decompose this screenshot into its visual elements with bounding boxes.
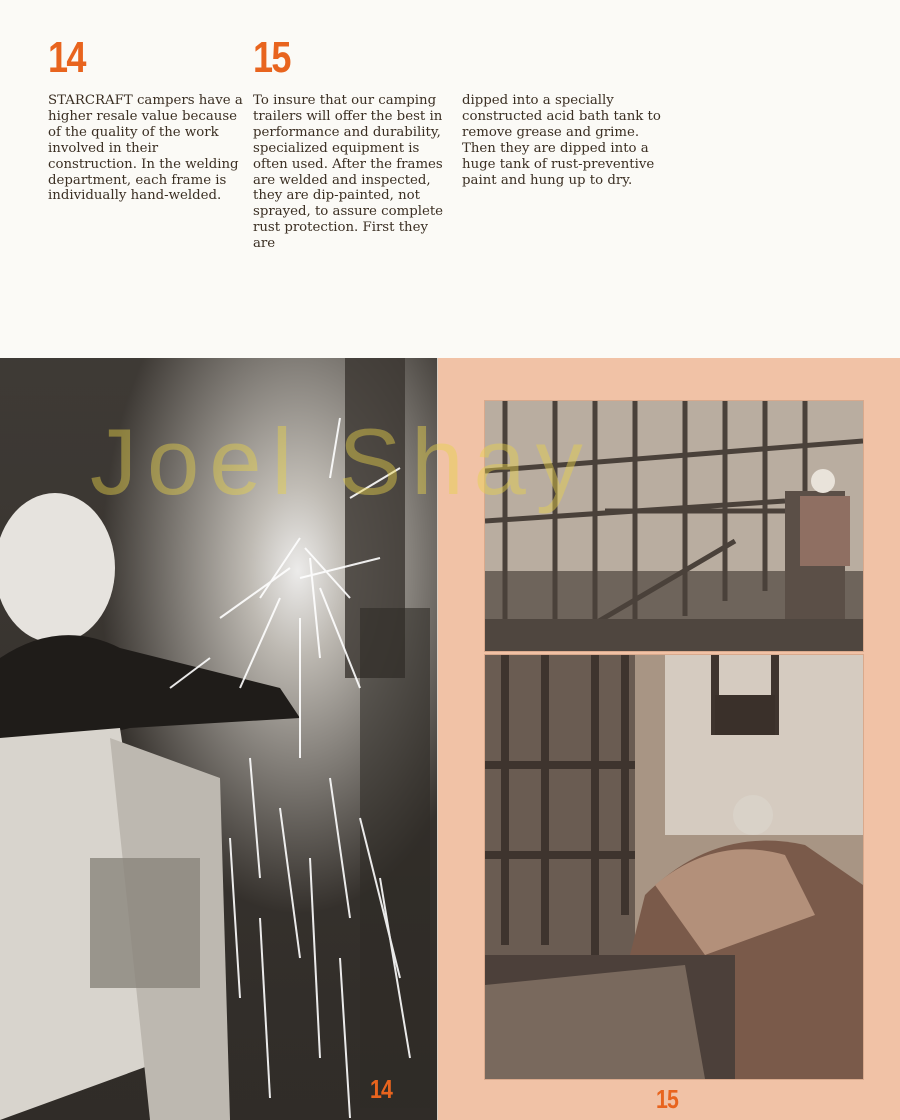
- section-number-15: 15: [253, 33, 290, 82]
- watermark-text: Joel Shay: [90, 409, 593, 514]
- body-text-column-1: STARCRAFT campers have a higher resale value because of the quality of the work involved in their construction. In the welding department, each frame is individually hand-welded.: [48, 93, 243, 204]
- body-text-column-2: To insure that our camping trailers will offer the best in performance and durability, specialized equipment is often used. After the frames are welded and inspected, they are dip-painted, not sprayed, to assure complete rust protection. First they are: [253, 93, 444, 252]
- body-text-column-3: dipped into a specially constructed acid bath tank to remove grease and grime. Then they are dipped into a huge tank of rust-preventive paint and hung up to dry.: [462, 93, 661, 188]
- page-number-14: 14: [370, 1074, 393, 1104]
- page-number-15: 15: [656, 1084, 679, 1114]
- dip-tank-graphic: [485, 655, 863, 1079]
- section-number-14: 14: [48, 33, 85, 82]
- dip-tank-photo: [484, 654, 864, 1080]
